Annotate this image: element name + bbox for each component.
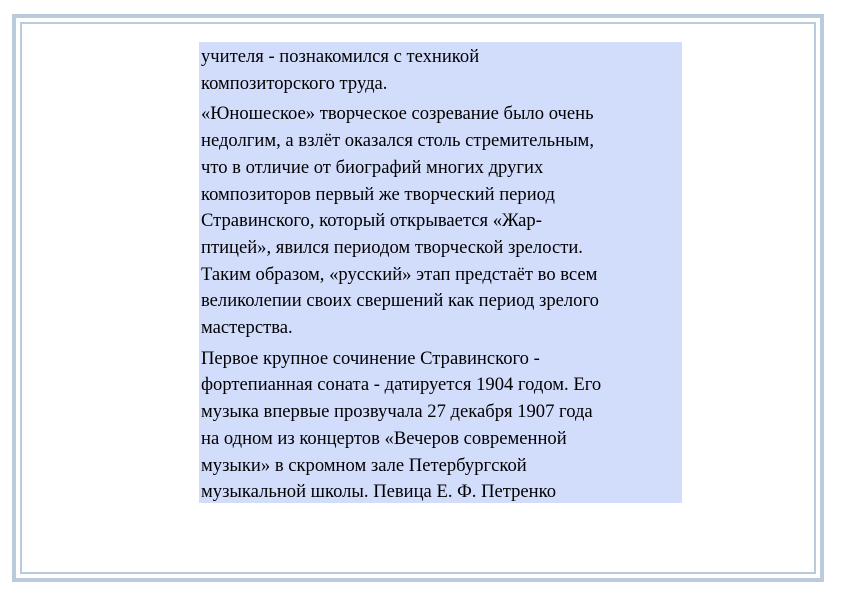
paragraph-3: Первое крупное сочинение Стравинского - фортепианная соната - датируется 1904 годом. Его музыка впервые прозвучала 27 декабря 1907 года на одном из концертов «Вечеров современной музыки» в скромном зале Петербургской музыкальной школы. Певица Е. Ф. Петренко <box>201 347 602 503</box>
text-panel <box>199 42 682 503</box>
paragraph-2: «Юношеское» творческое созревание было очень недолгим, а взлёт оказался столь стремительным, что в отличие от биографий многих других композиторов первый же творческий период Стравинского, который открывается «Жар- птицей», явился периодом творческой зрелости. Таким образом, «русский» этап предстаёт во всем великолепии своих свершений как период зрелого мастерства. <box>201 103 599 339</box>
paragraph-1: учителя - познакомился с техникой композиторского труда. <box>201 46 480 94</box>
